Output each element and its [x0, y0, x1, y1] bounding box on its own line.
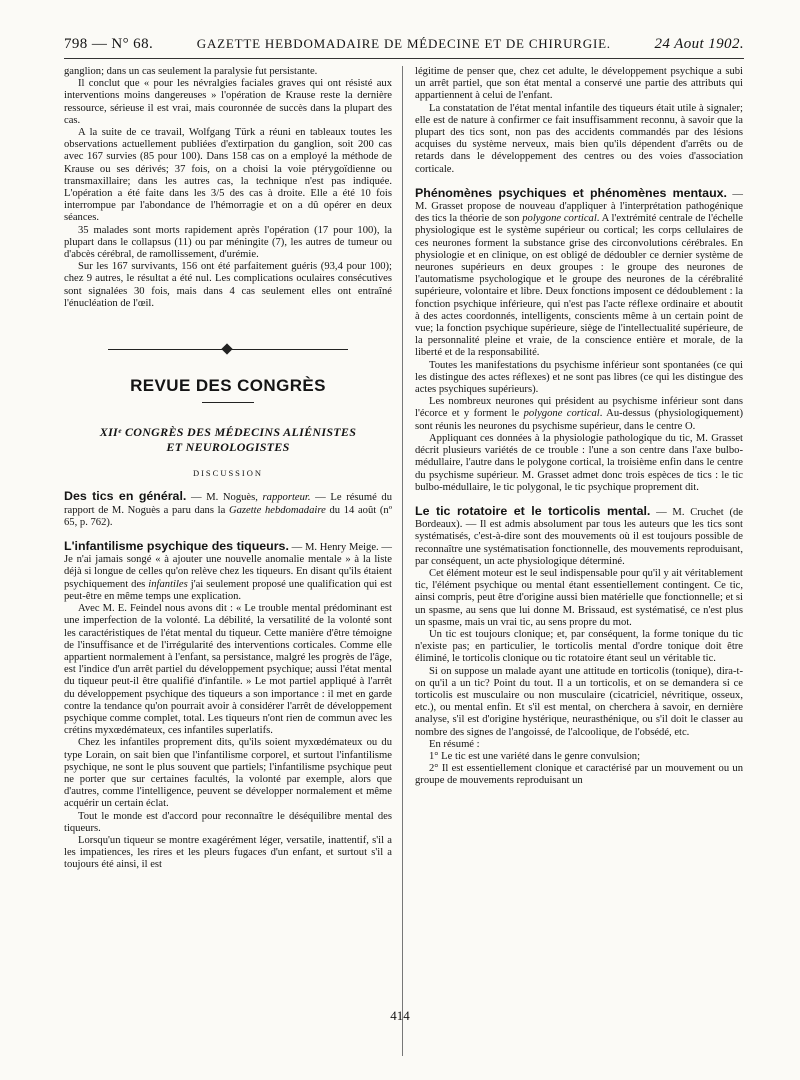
article-author: — M. Noguès, — [186, 492, 263, 504]
article-text: — Le résumé du rapport de M. Noguès a paru dans la — [64, 492, 393, 516]
left-column — [64, 66, 392, 872]
paragraph — [415, 396, 743, 433]
section-divider — [64, 344, 392, 354]
article-text: — M. Cruchet (de Bordeaux). — Il est admis absolument par tous les auteurs que les tics sont systématisés, c'est-à-dire sont des mouvements où il est toujours possible de reconnaître une systématisation fonctionnelle, des mouvements reproduisant, par conséquent, un acte physiologique déterminé. — [415, 506, 743, 567]
emphasis: infantiles — [148, 578, 188, 590]
article-text: — M. Henry Meige. — Je n'ai jamais songé « à ajouter une nouvelle anomalie mentale » à la liste déjà si longue de celles qu'on relève chez les tiqueurs. En disant qu'ils étaient psychiquement des — [64, 542, 393, 590]
header-journal-title: GAZETTE HEBDOMADAIRE DE MÉDECINE ET DE CHIRURGIE. — [196, 36, 611, 51]
paragraph: 35 malades sont morts rapidement après l'opération (17 pour 100), la plupart dans le collapsus (11) ou par méningite (7), les autres de tumeur ou d'abcès cérébral, de ramollissement, d'urémie. — [64, 224, 392, 261]
article-tic-rotatoire — [415, 505, 743, 568]
header-page-number: 798 — N° 68. — [64, 36, 154, 52]
congress-title-line-2: ET NEUROLOGISTES — [166, 440, 290, 455]
emphasis: polygone cortical — [523, 408, 600, 420]
text: Les nombreux neurones qui président au psychisme inférieur sont dans l'écorce et y forment le — [415, 396, 743, 420]
paragraph: A la suite de ce travail, Wolfgang Türk a réuni en tableaux toutes les observations actuellement publiées d'extirpation du ganglion, soit 200 cas avec 167 survies (85 pour 100). Dans 158 cas on a employé la méthode de Krause ou ses dérivés; 37 fois, on a choisi la voie ptérygoïdienne ou transmaxillaire; dans les autres cas, la technique n'est pas indiquée. L'opération a été faite dans les 3/5 des cas à droite. Elle a été 10 fois interrompue par l'abondance de l'hémorragie et on a dû opérer en deux séances. — [64, 127, 392, 224]
article-heading: Le tic rotatoire et le torticolis mental. — [415, 503, 651, 518]
text: . Au-dessus (physiologiquement) sont réunis les neurones du psychisme supérieur, dans le centre O. — [415, 408, 743, 432]
paragraph: Appliquant ces données à la physiologie pathologique du tic, M. Grasset décrit plusieurs variétés de ce trouble : l'une a son centre dans l'axe bulbo-médullaire, l'autre dans le polygone cortical, la troisième enfin dans le centre du psychisme supérieur. M. Grasset admet donc trois espèces de tics : le tic bulbo-médullaire, le tic polygonal, le tic psychique proprement dit. — [415, 432, 743, 493]
article-text: — M. Grasset propose de nouveau d'appliquer à l'interprétation pathogénique des tics la théorie de son — [415, 188, 743, 225]
paragraph: Cet élément moteur est le seul indispensable pour qu'il y ait véritablement tic, l'élément psychique ou mental étant essentiellement contingent. Ce tic, ainsi compris, peut être d'origine aussi bien matérielle que fonctionnelle; et si un spasme, au sens que lui donne M. Brissaud, est systématisé, ce n'est plus un spasme, mais un vrai tic, au sens propre du mot. — [415, 567, 743, 628]
article-text: . A l'extrémité centrale de l'échelle physiologique est le système supérieur ou cortical; les corps cellulaires de ces neurones forment la substance grise des circonvolutions cérébrales. En physiologie et en clinique, on est obligé de dédoubler ce dernier système de neurones supérieurs en deux groupes : le groupe des neurones de l'automatisme psychologique et le groupe des neurones de la cérébralité supérieure, volontaire et libre. Deux fonctions imposent ce dédoublement : la fonction psychique inférieure, qui n'est pas l'acte réflexe ordinaire et aboutit à des actes coordonnés, intelligents, conscients même à un certain point de vue; la fonction psychique supérieure, siège de l'intellectualité supérieure, de la personnalité pleine et vraie, de la conscience entière et morale, de la liberté et de la responsabilité. — [415, 213, 743, 359]
paragraph: légitime de penser que, chez cet adulte, le développement psychique a subi un arrêt partiel, que son état mental a conservé une partie des attributs qui appartiennent à celui de l'enfant. — [415, 66, 743, 102]
paragraph: Un tic est toujours clonique; et, par conséquent, la forme tonique du tic n'existe pas; en particulier, le torticolis mental d'ordre tonique doit être éliminé, le torticolis clonique ou tic rotatoire étant seul un véritable tic. — [415, 628, 743, 665]
article-heading: Des tics en général. — [64, 489, 187, 504]
paragraph: Toutes les manifestations du psychisme inférieur sont spontanées (ce qui les distingue des actes réflexes) et ne sont pas libres (ce qui les distingue des actes psychiques supérieurs). — [415, 359, 743, 396]
right-column — [415, 66, 743, 788]
paragraph: ganglion; dans un cas seulement la paralysie fut persistante. — [64, 66, 318, 77]
article-tics-general — [64, 490, 392, 529]
running-header — [64, 36, 744, 59]
title-underline — [202, 402, 254, 403]
diamond-ornament-icon — [221, 343, 232, 354]
article-text: j'ai seulement proposé une qualification qui est peut-être en même temps une explication. — [64, 578, 392, 602]
article-infantilisme — [64, 540, 392, 603]
footer-page-number: 414 — [390, 1008, 410, 1023]
discussion-label: DISCUSSION — [192, 468, 264, 479]
paragraph: 1° Le tic est une variété dans le genre convulsion; — [429, 750, 641, 762]
paragraph: Si on suppose un malade ayant une attitude en torticolis (tonique), dira-t-on qu'il a un tic? Point du tout. Il a un torticolis, et on se demandera si ce torticolis est musculaire ou non musculaire (cicatriciel, névritique, osseux, etc.), ou mental enfin. Et s'il est mental, on cherchera à savoir, en dernière analyse, s'il est d'origine hystérique, neurasthénique, ou s'il doit le classer au nombre des signes de l'angoissé, de l'alcoolique, de l'obsédé, etc. — [415, 665, 743, 738]
section-title: REVUE DES CONGRÈS — [130, 376, 326, 396]
paragraph: En résumé : — [429, 738, 480, 750]
paragraph: Chez les infantiles proprement dits, qu'ils soient myxœdémateux ou du type Lorain, on sait bien que l'infantilisme corporel, et surtout l'infantilisme psychique, ne sont le plus souvent que partiels; l'infantilisme psychique peut ne porter que sur certaines facultés, la volonté par exemple, alors que d'autres, comme l'intelligence, peuvent se développer normalement et même acquérir un certain éclat. — [64, 737, 392, 810]
journal-reference: Gazette hebdomadaire — [228, 504, 326, 516]
paragraph: Il conclut que « pour les névralgies faciales graves qui ont résisté aux interventions moins dangereuses » l'opération de Krause reste la dernière ressource, sérieuse il est vrai, mais couronnée de succès dans la plupart des cas. — [64, 78, 392, 126]
article-heading: L'infantilisme psychique des tiqueurs. — [64, 539, 289, 554]
congress-title — [64, 425, 392, 455]
paragraph: Lorsqu'un tiqueur se montre exagérément léger, versatile, inattentif, s'il a les impatiences, les rires et les pleurs fugaces d'un enfant, et surtout s'il a toujours été ainsi, il est — [64, 834, 392, 871]
column-divider — [402, 66, 403, 1056]
article-text: du 14 août (nº 65, p. 762). — [64, 504, 392, 528]
emphasis: polygone cortical — [522, 213, 597, 225]
header-date: 24 Aout 1902. — [654, 36, 744, 52]
paragraph: Tout le monde est d'accord pour reconnaître le déséquilibre mental des tiqueurs. — [64, 810, 392, 834]
congress-title-line-1: XIIᵉ CONGRÈS DES MÉDECINS ALIÉNISTES — [99, 425, 357, 440]
article-phenomenes — [415, 187, 743, 360]
paragraph: 2° Il est essentiellement clonique et caractérisé par un mouvement ou un groupe de mouvements reproduisant un — [415, 763, 743, 787]
author-role: rapporteur. — [262, 492, 311, 504]
paragraph: Avec M. E. Feindel nous avons dit : « Le trouble mental prédominant est une imperfection de la volonté. La débilité, la versatilité de la volonté sont les caractéristiques de l'état mental du tiqueur. Cette manière d'être témoigne de l'insuffisance et de l'irrégularité des interventions corticales. Comme elle appartient normalement à l'enfant, sa persistance, malgré les progrès de l'âge, est l'indice d'un arrêt partiel du développement psychique; aussi l'état mental du tiqueur peut-il être qualifié d'infantile. » Le mot partiel appliqué à l'arrêt du développement psychique des tiqueurs a son importance : il met en garde contre la tendance qu'on pourrait avoir à considérer l'arrêt de développement psychique comme complet, total. Les tiqueurs n'ont rien de commun avec les crétins myxœdémateux, ces infantiles superlatifs. — [64, 603, 392, 737]
article-heading: Phénomènes psychiques et phénomènes mentaux. — [415, 185, 727, 200]
paragraph: Sur les 167 survivants, 156 ont été parfaitement guéris (93,4 pour 100); chez 9 autres, le résultat a été nul. Les complications oculaires consécutives sont signalées 30 fois, mais dans 4 cas seulement elles ont entraîné l'énucléation de l'œil. — [64, 261, 392, 309]
paragraph: La constatation de l'état mental infantile des tiqueurs était utile à signaler; elle est de nature à confirmer ce fait insuffisamment reconnu, à savoir que la plupart des tics sont, non pas des accidents commandés par des lésions acquises du système nerveux, mais bien qu'ils dépendent d'arrêts ou de retards dans le développement des centres ou des voies d'association corticale. — [415, 102, 743, 175]
